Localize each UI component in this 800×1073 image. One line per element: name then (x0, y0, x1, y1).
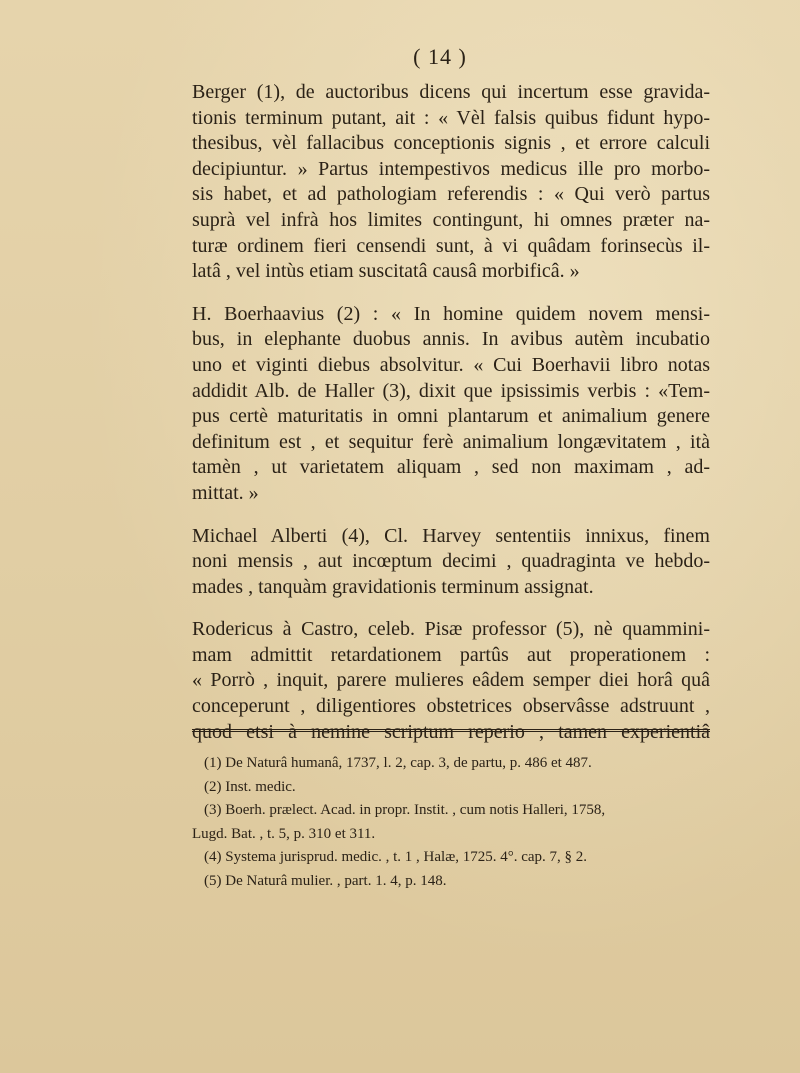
text-line: Rodericus à Castro, celeb. Pisæ professor (5), nè quammini- (192, 618, 710, 641)
body-text (192, 80, 710, 745)
text-line: latâ , vel intùs etiam suscitatâ causâ morbificâ. » (192, 260, 580, 283)
text-line: decipiuntur. » Partus intempestivos medicus ille pro morbo- (192, 157, 710, 180)
text-line: pus certè maturitatis in omni plantarum et animalium genere (192, 405, 710, 428)
text-line: mittat. » (192, 481, 259, 504)
text-line: sis habet, et ad pathologiam referendis : « Qui verò partus (192, 183, 710, 206)
text-line: Berger (1), de auctoribus dicens qui incertum esse gravida- (192, 81, 710, 103)
text-line: turæ ordinem fieri censendi sunt, à vi quâdam forinsecùs il- (192, 234, 710, 257)
text-line: mam admittit retardationem partûs aut properationem : (192, 643, 710, 666)
footnotes (192, 752, 710, 893)
footnote-divider (192, 729, 710, 732)
footnote-5: (5) De Naturâ mulier. , part. 1. 4, p. 148. (204, 872, 447, 889)
text-line: tamèn , ut varietatem aliquam , sed non maximam , ad- (192, 456, 710, 479)
text-line: H. Boerhaavius (2) : « In homine quidem novem mensi- (192, 302, 710, 325)
text-line: definitum est , et sequitur ferè animalium longævitatem , ità (192, 430, 710, 453)
text-line: uno et viginti diebus absolvitur. « Cui Boerhavii libro notas (192, 353, 710, 376)
footnote-2: (2) Inst. medic. (204, 778, 296, 795)
text-line: thesibus, vèl fallacibus conceptionis signis , et errore calculi (192, 132, 710, 155)
paragraph-alberti (192, 524, 710, 601)
text-line: quod etsi à nemine scriptum reperio , tamen experientiâ (192, 720, 710, 743)
text-line: noni mensis , aut incœptum decimi , quadraginta ve hebdo- (192, 550, 710, 573)
paragraph-castro (192, 617, 710, 745)
footnote-3: (3) Boerh. prælect. Acad. in propr. Instit. , cum notis Halleri, 1758, (204, 802, 606, 818)
page-number: ( 14 ) (413, 44, 467, 69)
paragraph-berger (192, 80, 710, 285)
text-line: suprà vel infrà hos limites contingunt, hi omnes præter na- (192, 208, 710, 231)
text-line: conceperunt , diligentiores obstetrices observâsse adstruunt , (192, 695, 710, 718)
paragraph-boerhaavius (192, 302, 710, 507)
footnote-3-continuation: Lugd. Bat. , t. 5, p. 310 et 311. (192, 825, 376, 842)
footnote-4: (4) Systema jurisprud. medic. , t. 1 , Halæ, 1725. 4°. cap. 7, § 2. (204, 849, 588, 865)
footnote-1: (1) De Naturâ humanâ, 1737, l. 2, cap. 3, de partu, p. 486 et 487. (204, 755, 592, 771)
text-line: « Porrò , inquit, parere mulieres eâdem semper diei horâ quâ (192, 669, 710, 692)
text-line: Michael Alberti (4), Cl. Harvey sententiis innixus, finem (192, 524, 710, 547)
text-line: bus, in elephante duobus annis. In avibus autèm incubatio (192, 328, 710, 351)
text-line: mades , tanquàm gravidationis terminum assignat. (192, 575, 594, 598)
text-line: addidit Alb. de Haller (3), dixit que ipsissimis verbis : «Tem- (192, 379, 710, 402)
text-line: tionis terminum putant, ait : « Vèl falsis quibus fidunt hypo- (192, 106, 710, 129)
